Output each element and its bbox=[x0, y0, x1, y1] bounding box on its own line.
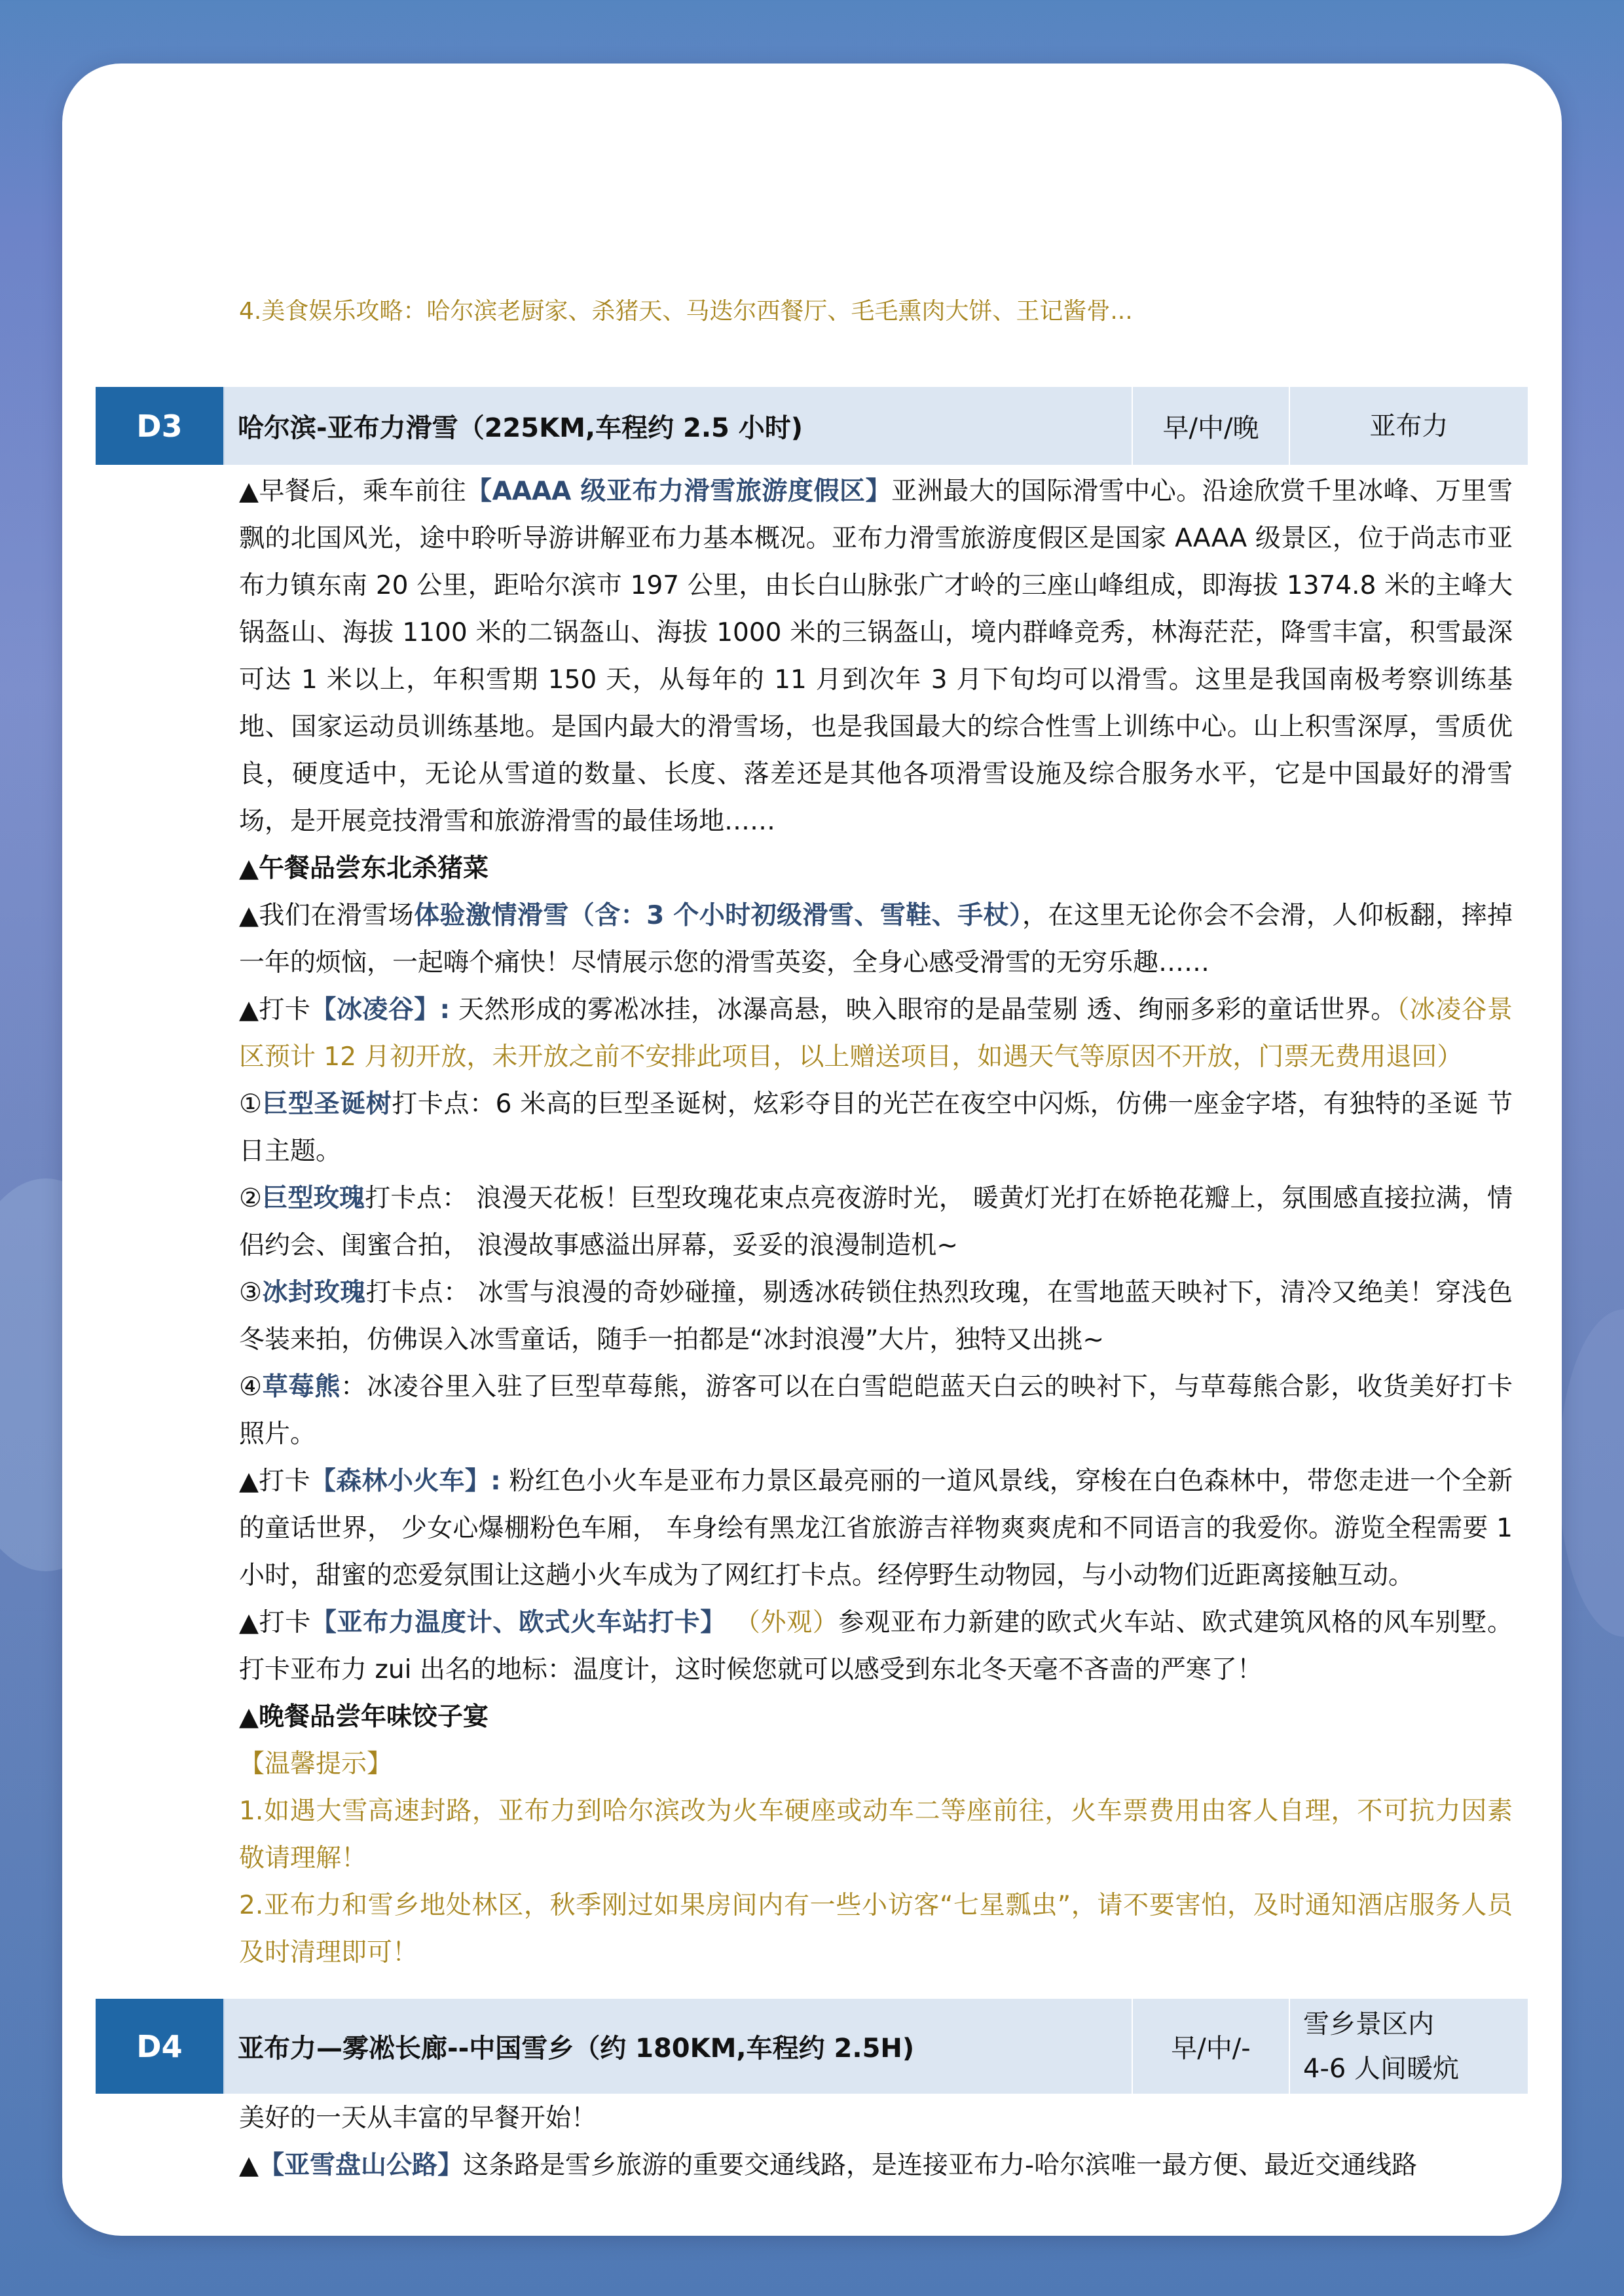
highlight-text: 【森林小火车】: bbox=[310, 1467, 501, 1496]
day-hotel bbox=[1290, 387, 1528, 465]
paragraph bbox=[239, 845, 1513, 892]
day-header-row-d3 bbox=[96, 387, 1528, 465]
highlight-text: 【亚布力温度计、欧式火车站打卡】 bbox=[310, 1608, 726, 1637]
paragraph bbox=[239, 1599, 1513, 1694]
paragraph bbox=[239, 468, 1513, 845]
text-run: 美好的一天从丰富的早餐开始！ bbox=[239, 2104, 597, 2133]
text-run: 亚洲最大的国际滑雪中心。沿途欣赏千里冰峰、万里雪飘的北国风光，途中聆听导游讲解亚布力基本概况。亚布力滑雪旅游度假区是国家 AAAA 级景区，位于尚志市亚布力镇东南 20 公里，距哈尔滨市 197 公里，由长白山脉张广才岭的三座山峰组成，即海拔 1374.8 米的主峰大锅盔山、海拔 1100 米的二锅盔山、海拔 1000 米的三锅盔山，境内群峰竞秀，林海茫茫，降雪丰富，积雪最深可达 1 米以上，年积雪期 150 天，从每年的 11 月到次年 3 月下旬均可以滑雪。这里是我国南极考察训练基地、国家运动员训练基地。是国内最大的滑雪场，也是我国最大的综合性雪上训练中心。山上积雪深厚，雪质优良，硬度适中，无论从雪道的数量、长度、落差还是其他各项滑雪设施及综合服务水平，它是中国最好的滑雪场，是开展竞技滑雪和旅游滑雪的最佳场地…… bbox=[239, 477, 1513, 836]
highlight-text: 【冰凌谷】: bbox=[310, 995, 451, 1025]
paragraph bbox=[239, 2142, 1513, 2189]
text-run: ④ bbox=[239, 1372, 263, 1402]
text-run: ，在这里无论你会不会滑，人仰板翻，摔掉一年的烦恼，一起嗨个痛快！尽情展示您的滑雪英姿，全身心感受滑雪的无穷乐趣…… bbox=[239, 901, 1513, 977]
highlight-text: 草莓熊 bbox=[262, 1372, 341, 1402]
text-run: ▲打卡 bbox=[239, 1467, 310, 1496]
day-label: D4 bbox=[96, 1999, 225, 2094]
text-run: 打卡点：6 米高的巨型圣诞树，炫彩夺目的光芒在夜空中闪烁，仿佛一座金字塔，有独特的圣诞 节日主题。 bbox=[239, 1089, 1513, 1166]
highlight-text: 巨型玫瑰 bbox=[262, 1184, 365, 1213]
text-run: ▲打卡 bbox=[239, 995, 311, 1025]
day-meals: 早/中/晚 bbox=[1133, 387, 1290, 465]
highlight-text: 冰封玫瑰 bbox=[262, 1278, 366, 1307]
paragraph bbox=[239, 1269, 1513, 1364]
paragraph bbox=[239, 1882, 1513, 1977]
paragraph bbox=[239, 1175, 1513, 1269]
text-run: ：冰凌谷里入驻了巨型草莓熊，游客可以在白雪皑皑蓝天白云的映衬下，与草莓熊合影，收货美好打卡照片。 bbox=[239, 1372, 1513, 1449]
text-run: ▲我们在滑雪场 bbox=[239, 901, 415, 930]
text-run: 天然形成的雾凇冰挂，冰瀑高悬，映入眼帘的是晶莹剔 透、绚丽多彩的童话世界。 bbox=[450, 995, 1397, 1025]
day-meals: 早/中/- bbox=[1133, 1999, 1290, 2094]
highlight-text: 【亚雪盘山公路】 bbox=[259, 2151, 464, 2180]
text-run: ③ bbox=[239, 1278, 263, 1307]
text-run: 1.如遇大雪高速封路，亚布力到哈尔滨改为火车硬座或动车二等座前往，火车票费用由客人自理，不可抗力因素敬请理解！ bbox=[239, 1796, 1513, 1873]
day-route-title: 哈尔滨-亚布力滑雪（225KM,车程约 2.5 小时) bbox=[225, 387, 1133, 465]
paragraph bbox=[239, 892, 1513, 987]
background-snow-scene-right bbox=[1559, 1309, 1624, 1637]
paragraph bbox=[239, 1458, 1513, 1599]
highlight-text: 【AAAA 级亚布力滑雪旅游度假区】 bbox=[466, 477, 892, 506]
note-text: （外观） bbox=[726, 1608, 839, 1637]
text-run: ▲午餐品尝东北杀猪菜 bbox=[239, 854, 489, 883]
day-hotel bbox=[1290, 1999, 1528, 2094]
day-label: D3 bbox=[96, 387, 225, 465]
day-description-d3 bbox=[239, 468, 1513, 1977]
hotel-line: 4-6 人间暖炕 bbox=[1303, 2053, 1460, 2084]
hotel-line: 亚布力 bbox=[1369, 410, 1449, 441]
highlight-text: 巨型圣诞树 bbox=[262, 1089, 392, 1119]
text-run: 【温馨提示】 bbox=[239, 1749, 393, 1779]
hotel-line: 雪乡景区内 bbox=[1303, 2009, 1434, 2039]
text-run: 打卡点： 冰雪与浪漫的奇妙碰撞，剔透冰砖锁住热烈玫瑰，在雪地蓝天映衬下，清冷又绝美！穿浅色冬装来拍，仿佛误入冰雪童话，随手一拍都是“冰封浪漫”大片，独特又出挑~ bbox=[239, 1278, 1513, 1355]
text-run: ▲晚餐品尝年味饺子宴 bbox=[239, 1702, 489, 1732]
paragraph bbox=[239, 1741, 1513, 1788]
note-text: （冰凌谷景区预计 12 月初开放，未开放之前不安排此项目，以上赠送项目，如遇天气等原因不开放，门票无费用退回） bbox=[239, 995, 1513, 1072]
text-run: 打卡点： 浪漫天花板！巨型玫瑰花束点亮夜游时光， 暖黄灯光打在娇艳花瓣上，氛围感直接拉满，情侣约会、闺蜜合拍， 浪漫故事感溢出屏幕，妥妥的浪漫制造机~ bbox=[239, 1184, 1513, 1260]
text-run: ▲打卡 bbox=[239, 1608, 311, 1637]
food-tip: 4.美食娱乐攻略：哈尔滨老厨家、杀猪天、马迭尔西餐厅、毛毛熏肉大饼、王记酱骨... bbox=[239, 298, 1133, 325]
highlight-text: 体验激情滑雪（含：3 个小时初级滑雪、雪鞋、手杖） bbox=[414, 901, 1022, 930]
paragraph bbox=[239, 1788, 1513, 1882]
paragraph bbox=[239, 1694, 1513, 1741]
text-run: ▲早餐后，乘车前往 bbox=[239, 477, 467, 506]
text-run: 这条路是雪乡旅游的重要交通线路，是连接亚布力-哈尔滨唯一最方便、最近交通线路 bbox=[463, 2151, 1418, 2180]
paragraph bbox=[239, 2095, 1513, 2142]
text-run: 参观亚布力新建的欧式火车站、欧式建筑风格的风车别墅。打卡亚布力 zui 出名的地标：温度计，这时候您就可以感受到东北冬天毫不吝啬的严寒了！ bbox=[239, 1608, 1513, 1685]
itinerary-card bbox=[62, 64, 1562, 2236]
text-run: 2.亚布力和雪乡地处林区，秋季刚过如果房间内有一些小访客“七星瓢虫”，请不要害怕，及时通知酒店服务人员及时清理即可！ bbox=[239, 1891, 1513, 1967]
paragraph bbox=[239, 1081, 1513, 1175]
text-run: ① bbox=[239, 1089, 263, 1119]
day-header-row-d4 bbox=[96, 1999, 1528, 2094]
text-run: ② bbox=[239, 1184, 263, 1213]
day-description-d4 bbox=[239, 2095, 1513, 2189]
text-run: ▲ bbox=[239, 2151, 259, 2180]
day-route-title: 亚布力—雾凇长廊--中国雪乡（约 180KM,车程约 2.5H) bbox=[225, 1999, 1133, 2094]
paragraph bbox=[239, 987, 1513, 1081]
text-run: 粉红色小火车是亚布力景区最亮丽的一道风景线，穿梭在白色森林中，带您走进一个全新的童话世界， 少女心爆棚粉色车厢， 车身绘有黑龙江省旅游吉祥物爽爽虎和不同语言的我爱你。游览全程需要 1 小时，甜蜜的恋爱氛围让这趟小火车成为了网红打卡点。经停野生动物园，与小动物们近距离接触互动。 bbox=[239, 1467, 1513, 1590]
paragraph bbox=[239, 1364, 1513, 1458]
